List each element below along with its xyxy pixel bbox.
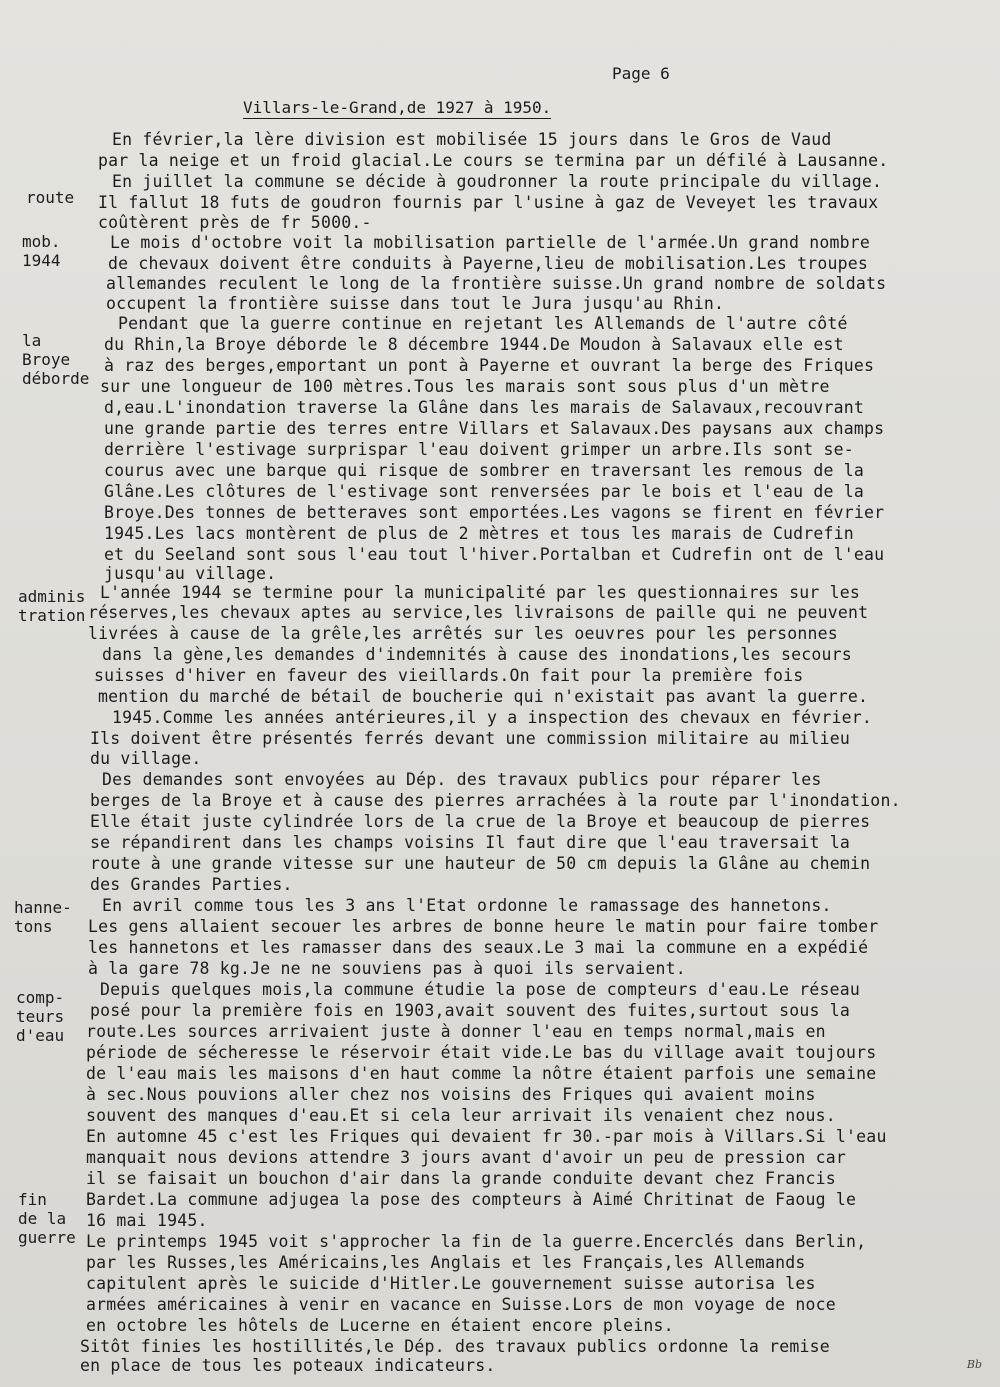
page-number: Page 6 <box>612 64 670 83</box>
body-line: 1945.Comme les années antérieures,il y a inspection des chevaux en février. <box>112 708 873 727</box>
margin-note-broye-deborde: la Broye déborde <box>22 331 90 388</box>
body-line: en octobre les hôtels de Lucerne en étaient encore pleins. <box>86 1316 674 1335</box>
body-line: route à une grande vitesse sur une hauteur de 50 cm depuis la Glâne au chemin <box>90 854 871 873</box>
body-line: Pendant que la guerre continue en rejetant les Allemands de l'autre côté <box>118 314 848 333</box>
body-line: capitulent après le suicide d'Hitler.Le gouvernement suisse autorisa les <box>86 1274 816 1293</box>
body-line: coûtèrent près de fr 5000.- <box>98 213 372 232</box>
body-line: et du Seeland sont sous l'eau tout l'hiver.Portalban et Cudrefin ont de l'eau <box>104 545 885 564</box>
body-line: Bardet.La commune adjugea la pose des compteurs à Aimé Chritinat de Faoug le <box>86 1190 857 1209</box>
body-line: de chevaux doivent être conduits à Payerne,lieu de mobilisation.Les troupes <box>108 254 869 273</box>
body-line: 16 mai 1945. <box>86 1211 208 1230</box>
body-line: Depuis quelques mois,la commune étudie la pose de compteurs d'eau.Le réseau <box>100 980 861 999</box>
body-line: Sitôt finies les hostillités,le Dép. des travaux publics ordonne la remise <box>80 1337 830 1356</box>
body-line: derrière l'estivage surprispar l'eau doivent grimper un arbre.Ils sont se- <box>104 440 854 459</box>
body-line: une grande partie des terres entre Villars et Salavaux.Des paysans aux champs <box>104 419 885 438</box>
body-line: Elle était juste cylindrée lors de la crue de la Broye et beaucoup de pierres <box>90 812 871 831</box>
margin-note-mobilisation: mob. 1944 <box>22 232 61 270</box>
body-line: souvent des manques d'eau.Et si cela leur arrivait ils venaient chez nous. <box>86 1106 836 1125</box>
body-line: posé pour la première fois en 1903,avait souvent des fuites,surtout sous la <box>90 1001 851 1020</box>
body-line: période de sécheresse le réservoir était vide.Le bas du village avait toujours <box>86 1043 877 1062</box>
body-line: Il fallut 18 futs de goudron fournis par l'usine à gaz de Veveyet les travaux <box>98 193 879 212</box>
body-line: 1945.Les lacs montèrent de plus de 2 mètres et tous les marais de Cudrefin <box>104 524 854 543</box>
body-line: dans la gène,les demandes d'indemnités à cause des inondations,les secours <box>102 645 852 664</box>
body-line: les hannetons et les ramasser dans des seaux.Le 3 mai la commune en a expédié <box>88 938 869 957</box>
body-line: armées américaines à venir en vacance en Suisse.Lors de mon voyage de noce <box>86 1295 836 1314</box>
body-line: L'année 1944 se termine pour la municipalité par les questionnaires sur les <box>100 583 861 602</box>
author-initials: Bb <box>966 1358 982 1371</box>
page-title: Villars-le-Grand,de 1927 à 1950. <box>243 98 552 117</box>
body-line: du Rhin,la Broye déborde le 8 décembre 1944.De Moudon à Salavaux elle est <box>104 335 844 354</box>
body-line: à raz des berges,emportant un pont à Payerne et ouvrant la berge des Friques <box>104 356 875 375</box>
body-line: se répandirent dans les champs voisins Il faut dire que l'eau traversait la <box>90 833 851 852</box>
body-line: route.Les sources arrivaient juste à donner l'eau en temps normal,mais en <box>86 1022 826 1041</box>
body-line: Broye.Des tonnes de betteraves sont emportées.Les vagons se firent en février <box>104 503 885 522</box>
body-line: Ils doivent être présentés ferrés devant une commission militaire au milieu <box>90 729 851 748</box>
margin-note-administration: adminis tration <box>18 587 86 625</box>
body-line: Le mois d'octobre voit la mobilisation partielle de l'armée.Un grand nombre <box>110 233 871 252</box>
body-line: réserves,les chevaux aptes au service,les livraisons de paille qui ne peuvent <box>88 603 869 622</box>
body-line: de l'eau mais les maisons d'en haut comme la nôtre étaient parfois une semaine <box>86 1064 877 1083</box>
body-line: Glâne.Les clôtures de l'estivage sont renversées par le bois et l'eau de la <box>104 482 865 501</box>
body-line: en place de tous les poteaux indicateurs. <box>80 1356 496 1375</box>
body-line: mention du marché de bétail de boucherie qui n'existait pas avant la guerre. <box>98 687 869 706</box>
body-line: berges de la Broye et à cause des pierres arrachées à la route par l'inondation. <box>90 791 901 810</box>
body-line: à sec.Nous pouvions aller chez nos voisins des Friques qui avaient moins <box>86 1085 816 1104</box>
margin-note-route: route <box>26 188 75 207</box>
body-line: allemandes reculent le long de la frontière suisse.Un grand nombre de soldats <box>106 274 887 293</box>
body-line: livrées à cause de la grêle,les arrêtés sur les oeuvres pour les personnes <box>88 624 838 643</box>
body-line: à la gare 78 kg.Je ne ne souviens pas à quoi ils servaient. <box>88 959 686 978</box>
body-line: En avril comme tous les 3 ans l'Etat ordonne le ramassage des hannetons. <box>102 896 832 915</box>
body-line: Le printemps 1945 voit s'approcher la fin de la guerre.Encerclés dans Berlin, <box>86 1232 867 1251</box>
body-line: En juillet la commune se décide à goudronner la route principale du village. <box>112 172 883 191</box>
body-line: En automne 45 c'est les Friques qui devaient fr 30.-par mois à Villars.Si l'eau <box>86 1127 887 1146</box>
body-line: par la neige et un froid glacial.Le cours se termina par un défilé à Lausanne. <box>98 151 889 170</box>
body-line: Les gens allaient secouer les arbres de bonne heure le matin pour faire tomber <box>88 917 879 936</box>
margin-note-compteurs-eau: comp- teurs d'eau <box>16 988 65 1045</box>
margin-note-fin-guerre: fin de la guerre <box>18 1190 76 1247</box>
body-line: jusqu'au village. <box>104 564 277 583</box>
body-line: courus avec une barque qui risque de sombrer en traversant les remous de la <box>104 461 865 480</box>
body-line: il se faisait un bouchon d'air dans la grande conduite devant chez Francis <box>86 1169 836 1188</box>
body-line: des Grandes Parties. <box>90 875 293 894</box>
body-line: En février,la lère division est mobilisée 15 jours dans le Gros de Vaud <box>112 130 832 149</box>
body-line: d,eau.L'inondation traverse la Glâne dans les marais de Salavaux,recouvrant <box>104 398 865 417</box>
body-line: suisses d'hiver en faveur des vieillards.On fait pour la première fois <box>94 666 804 685</box>
body-line: sur une longueur de 100 mètres.Tous les marais sont sous plus d'un mètre <box>100 377 830 396</box>
body-line: occupent la frontière suisse dans tout le Jura jusqu'au Rhin. <box>106 294 725 313</box>
margin-note-hannetons: hanne- tons <box>14 898 72 936</box>
body-line: manquait nous devions attendre 3 jours avant d'avoir un peu de pression car <box>86 1148 847 1167</box>
body-line: par les Russes,les Américains,les Anglais et les Français,les Allemands <box>86 1253 806 1272</box>
body-line: du village. <box>90 749 202 768</box>
body-line: Des demandes sont envoyées au Dép. des travaux publics pour réparer les <box>102 770 822 789</box>
